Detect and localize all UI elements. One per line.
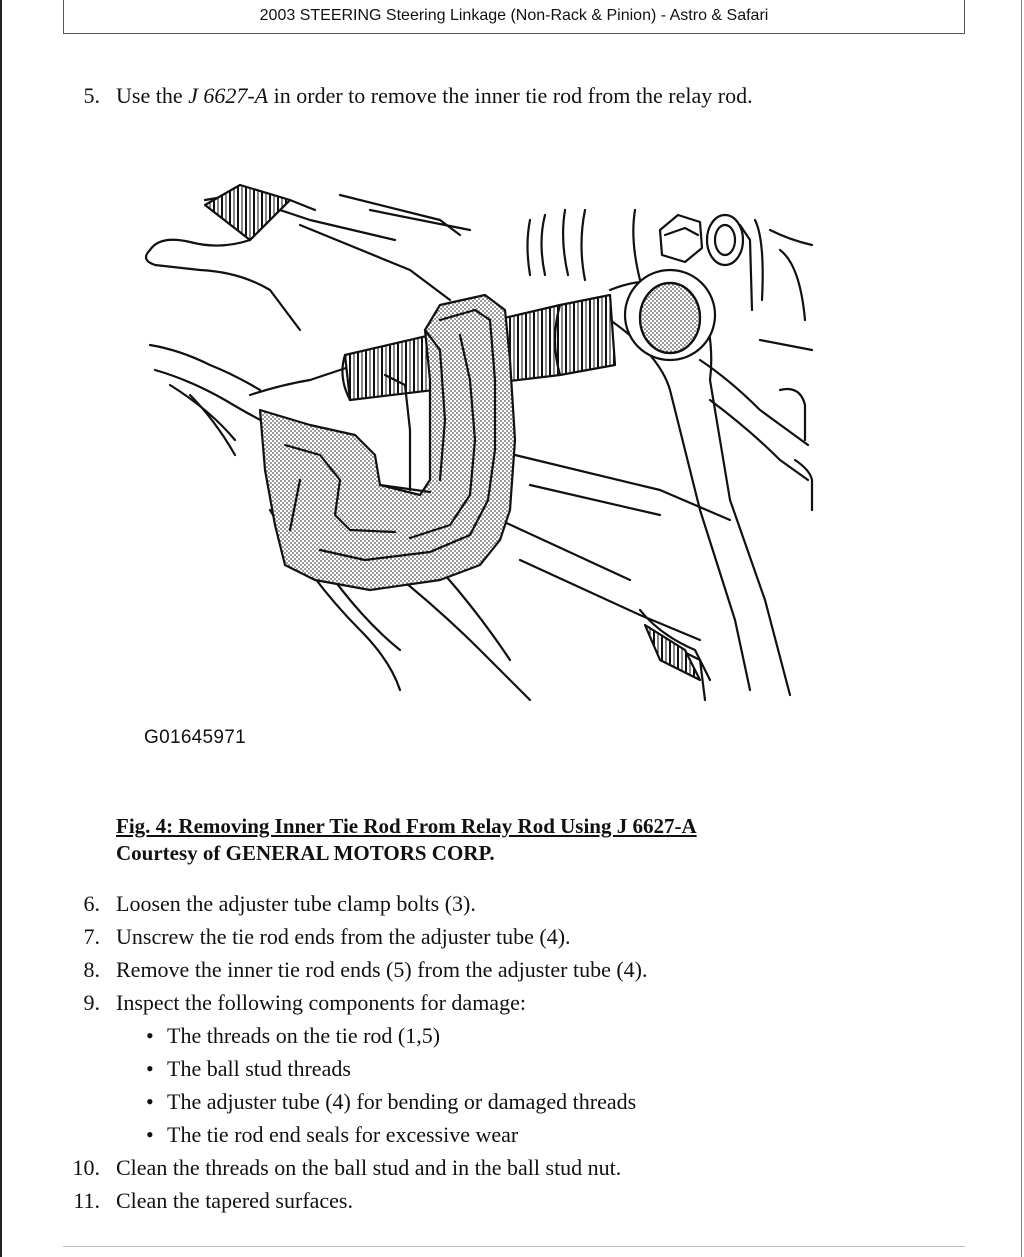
figure-id: G01645971 bbox=[144, 727, 247, 748]
bullet-text: The threads on the tie rod (1,5) bbox=[167, 1023, 441, 1048]
step-number: 11. bbox=[73, 1188, 100, 1213]
step-number: 7. bbox=[83, 924, 100, 949]
step-text-before: Use the bbox=[116, 83, 183, 108]
bullet-icon: • bbox=[146, 1056, 154, 1081]
page-edge bbox=[0, 0, 2, 1257]
bullet-icon: • bbox=[146, 1122, 154, 1147]
bullet-icon: • bbox=[146, 1089, 154, 1114]
step-text: Clean the threads on the ball stud and in the ball stud nut. bbox=[116, 1155, 622, 1180]
bullet-text: The tie rod end seals for excessive wear bbox=[167, 1122, 519, 1147]
step-text: Remove the inner tie rod ends (5) from the adjuster tube (4). bbox=[116, 957, 648, 982]
step-text: Clean the tapered surfaces. bbox=[116, 1188, 353, 1213]
step-text: Unscrew the tie rod ends from the adjuster tube (4). bbox=[116, 924, 571, 949]
step-text-after: in order to remove the inner tie rod from the relay rod. bbox=[273, 83, 753, 108]
step-text: Inspect the following components for damage: bbox=[116, 990, 526, 1015]
tie-rod-puller-illustration bbox=[140, 180, 820, 720]
bullet-icon: • bbox=[146, 1023, 154, 1048]
step-number: 10. bbox=[72, 1155, 100, 1180]
step-text: Loosen the adjuster tube clamp bolts (3). bbox=[116, 891, 476, 916]
figure-caption-title: Fig. 4: Removing Inner Tie Rod From Relay Rod Using J 6627-A bbox=[116, 814, 697, 838]
step-number: 9. bbox=[83, 990, 100, 1015]
step-number: 8. bbox=[83, 957, 100, 982]
page-footer-rule bbox=[63, 1246, 965, 1247]
bullet-text: The adjuster tube (4) for bending or damaged threads bbox=[167, 1089, 637, 1114]
header-title: 2003 STEERING Steering Linkage (Non-Rack & Pinion) - Astro & Safari bbox=[259, 7, 769, 24]
figure-caption-courtesy: Courtesy of GENERAL MOTORS CORP. bbox=[116, 841, 495, 865]
page-header bbox=[63, 0, 965, 34]
tool-reference: J 6627-A bbox=[188, 83, 269, 108]
step-number: 5. bbox=[83, 83, 100, 108]
page-edge bbox=[1021, 0, 1022, 1257]
step-number: 6. bbox=[83, 891, 100, 916]
step-5-text bbox=[116, 83, 753, 109]
bullet-text: The ball stud threads bbox=[167, 1056, 351, 1081]
